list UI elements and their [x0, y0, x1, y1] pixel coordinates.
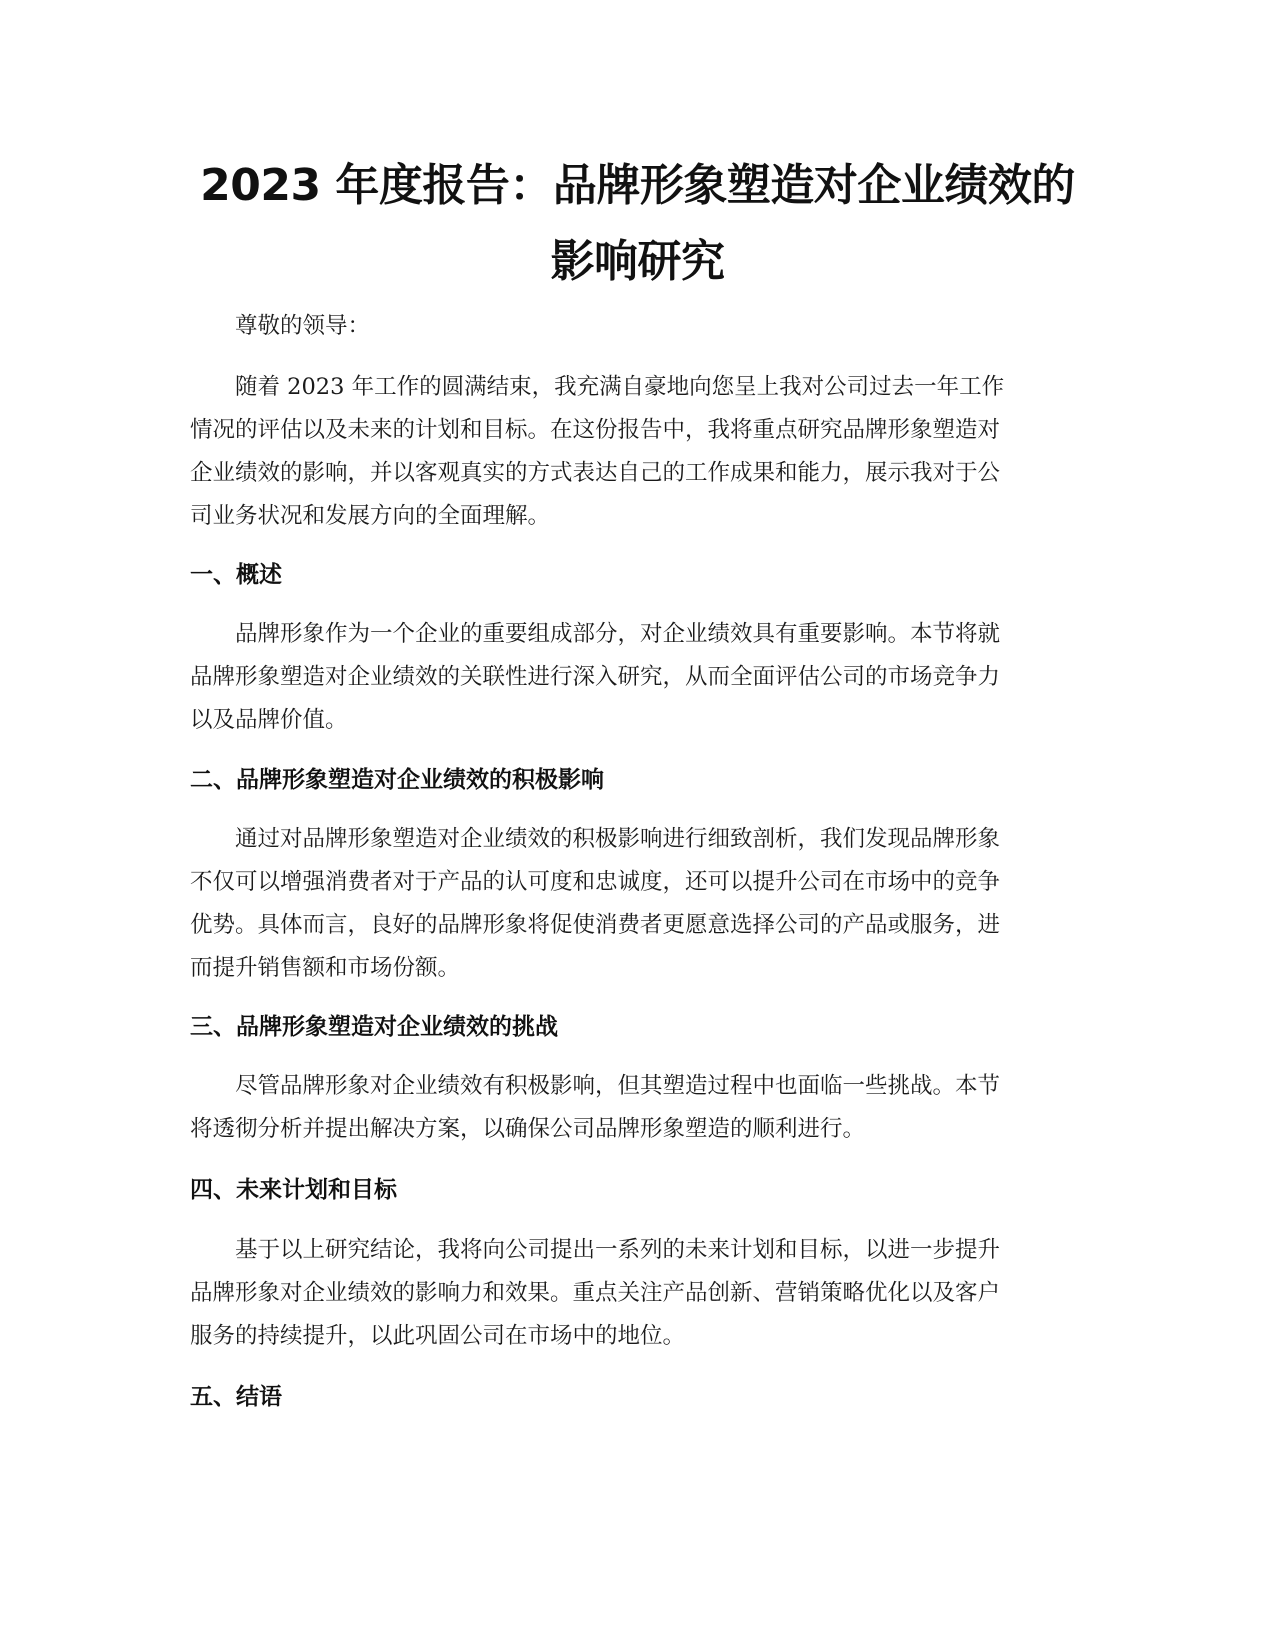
paragraph-line: 不仅可以增强消费者对于产品的认可度和忠诚度，还可以提升公司在市场中的竞争: [190, 869, 1001, 895]
paragraph-line: 服务的持续提升，以此巩固公司在市场中的地位。: [190, 1323, 686, 1349]
document-title: [150, 148, 1125, 300]
section-paragraph-future-plans: [190, 1229, 1090, 1358]
paragraph-line: 情况的评估以及未来的计划和目标。在这份报告中，我将重点研究品牌形象塑造对: [190, 417, 1001, 443]
salutation: 尊敬的领导：: [235, 313, 371, 339]
paragraph-line: 司业务状况和发展方向的全面理解。: [190, 503, 551, 529]
section-paragraph-overview: [190, 613, 1090, 742]
intro-paragraph: [190, 366, 1090, 538]
section-heading-positive-impact: 二、品牌形象塑造对企业绩效的积极影响: [190, 767, 604, 793]
paragraph-line: 尽管品牌形象对企业绩效有积极影响，但其塑造过程中也面临一些挑战。本节: [235, 1073, 1001, 1099]
paragraph-line: 通过对品牌形象塑造对企业绩效的积极影响进行细致剖析，我们发现品牌形象: [235, 826, 1001, 852]
paragraph-line: 品牌形象塑造对企业绩效的关联性进行深入研究，从而全面评估公司的市场竞争力: [190, 664, 1001, 690]
title-line-2: 影响研究: [550, 236, 725, 287]
section-heading-overview: 一、概述: [190, 562, 282, 588]
section-paragraph-challenges: [190, 1065, 1090, 1151]
paragraph-line: 优势。具体而言，良好的品牌形象将促使消费者更愿意选择公司的产品或服务，进: [190, 912, 1001, 938]
paragraph-line: 品牌形象对企业绩效的影响力和效果。重点关注产品创新、营销策略优化以及客户: [190, 1280, 1001, 1306]
paragraph-line: 基于以上研究结论，我将向公司提出一系列的未来计划和目标，以进一步提升: [235, 1237, 1001, 1263]
paragraph-line: 以及品牌价值。: [190, 707, 348, 733]
paragraph-line: 企业绩效的影响，并以客观真实的方式表达自己的工作成果和能力，展示我对于公: [190, 460, 1001, 486]
title-line-1: 2023 年度报告：品牌形象塑造对企业绩效的: [200, 160, 1075, 211]
section-heading-challenges: 三、品牌形象塑造对企业绩效的挑战: [190, 1014, 558, 1040]
section-paragraph-positive-impact: [190, 818, 1090, 990]
paragraph-line: 品牌形象作为一个企业的重要组成部分，对企业绩效具有重要影响。本节将就: [235, 621, 1001, 647]
paragraph-line: 将透彻分析并提出解决方案，以确保公司品牌形象塑造的顺利进行。: [190, 1116, 866, 1142]
paragraph-line: 而提升销售额和市场份额。: [190, 955, 461, 981]
section-heading-future-plans: 四、未来计划和目标: [190, 1177, 397, 1203]
paragraph-line: 随着 2023 年工作的圆满结束，我充满自豪地向您呈上我对公司过去一年工作: [235, 374, 1005, 400]
section-heading-conclusion: 五、结语: [190, 1384, 282, 1410]
